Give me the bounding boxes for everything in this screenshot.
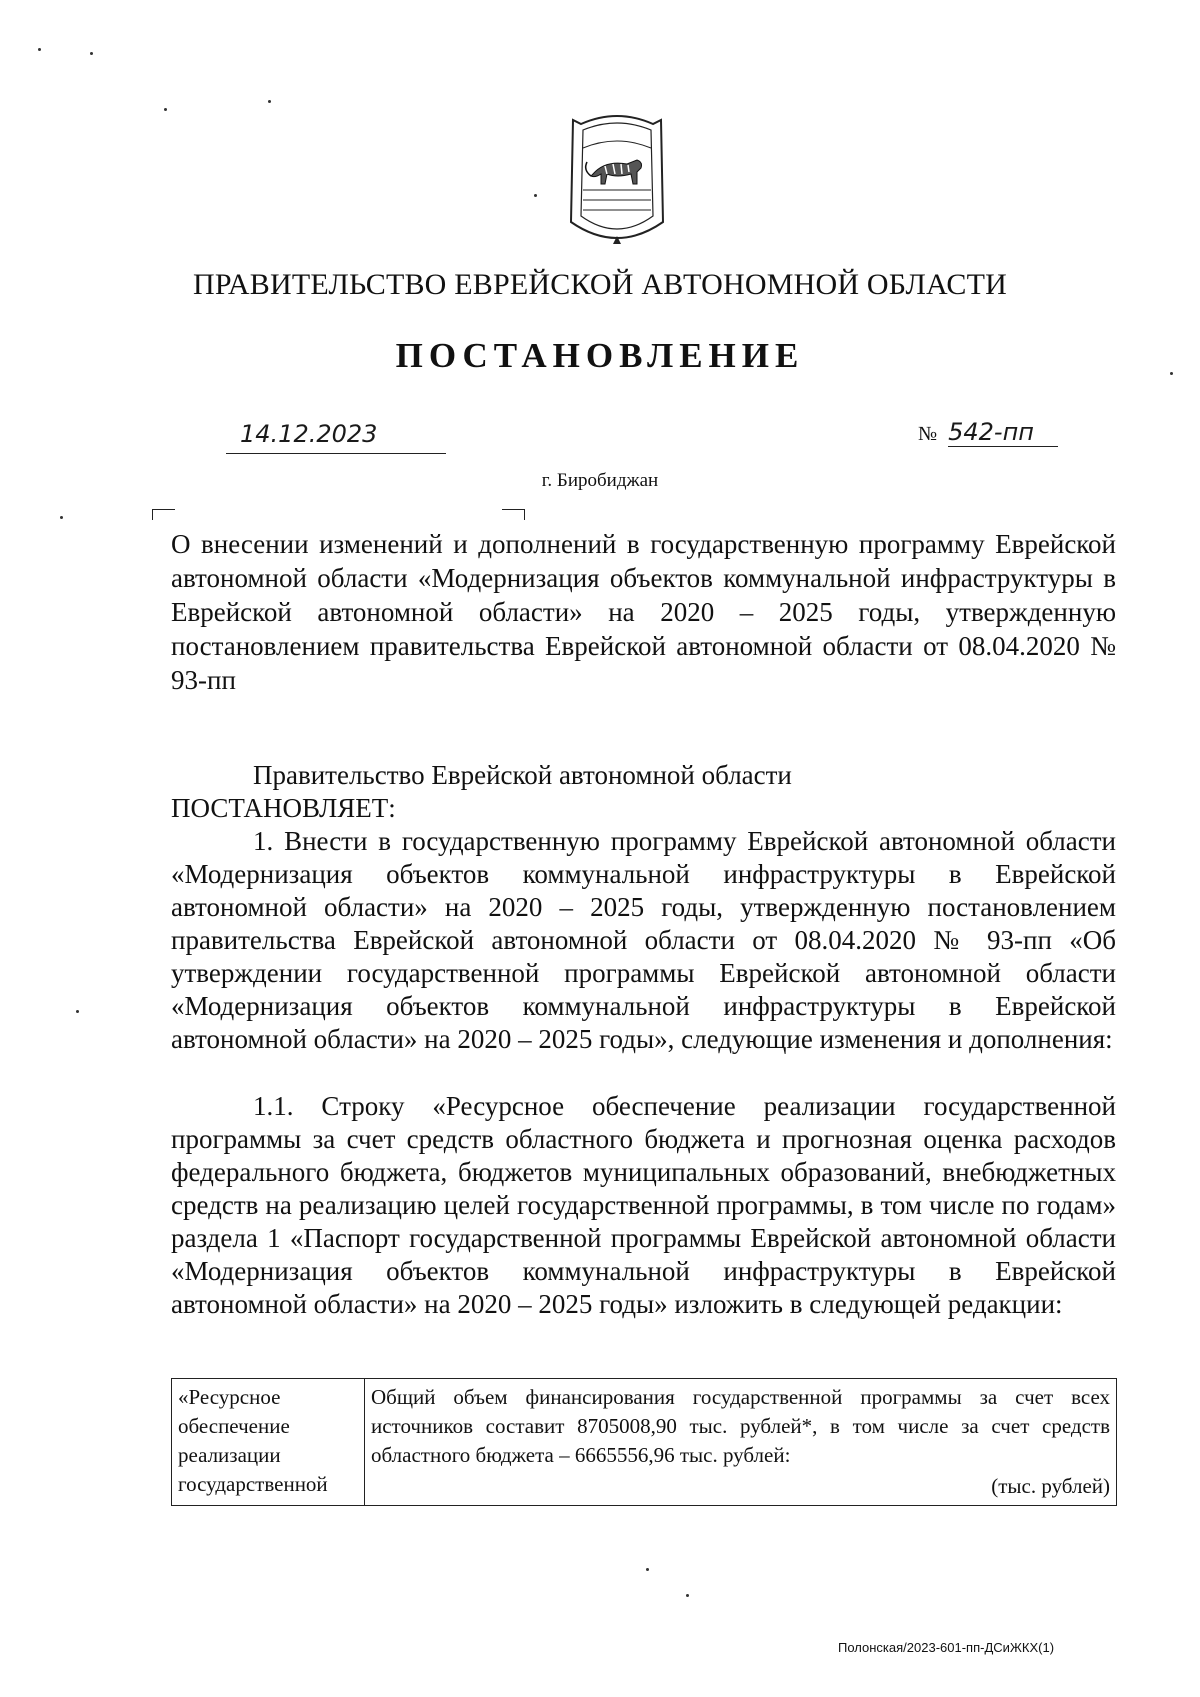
passport-table bbox=[171, 1378, 1117, 1506]
subject-bracket-right bbox=[502, 509, 525, 520]
coat-of-arms-icon bbox=[561, 104, 673, 254]
paragraph-1-1 bbox=[171, 1090, 1116, 1321]
scan-speck bbox=[534, 194, 537, 197]
scan-speck bbox=[38, 48, 41, 51]
scan-speck bbox=[60, 516, 63, 519]
document-date: 14.12.2023 bbox=[226, 420, 446, 454]
table-content-text: Общий объем финансирования государственной программы за счет всех источников составит 8705008,90 тыс. рублей*, в том числе за счет средств областного бюджета – 6665556,96 тыс. рублей: bbox=[371, 1385, 1110, 1467]
footer-file-ref: Полонская/2023-601-пп-ДСиЖКХ(1) bbox=[838, 1640, 1055, 1655]
document-subject: О внесении изменений и дополнений в государственную программу Еврейской автономной области «Модернизация объектов коммунальной инфраструктуры в Еврейской автономной области» на 2020 – 2025 годы, утвержденную постановлением правительства Еврейской автономной области от 08.04.2020 № 93-пп bbox=[171, 529, 1116, 695]
document-type-heading: ПОСТАНОВЛЕНИЕ bbox=[395, 336, 805, 375]
scan-speck bbox=[646, 1568, 649, 1571]
subject-bracket-left bbox=[152, 509, 175, 520]
scan-speck bbox=[268, 100, 271, 103]
paragraph-1-text: 1. Внести в государственную программу Еврейской автономной области «Модернизация объектов коммунальной инфраструктуры в Еврейской автономной области» на 2020 – 2025 годы, утвержденную постановлением правительства Еврейской автономной области от 08.04.2020 № 93-пп «Об утверждении государственной программы Еврейской автономной области «Модернизация объектов коммунальной инфраструктуры в Еврейской автономной области» на 2020 – 2025 годы», следующие изменения и дополнения: bbox=[171, 826, 1116, 1054]
document-number-block bbox=[918, 418, 1058, 447]
preamble bbox=[171, 759, 1116, 825]
paragraph-1 bbox=[171, 825, 1116, 1056]
government-title: ПРАВИТЕЛЬСТВО ЕВРЕЙСКОЙ АВТОНОМНОЙ ОБЛАСТИ bbox=[193, 268, 1007, 301]
preamble-issuer: Правительство Еврейской автономной области bbox=[253, 760, 792, 790]
table-unit: (тыс. рублей) bbox=[991, 1474, 1110, 1498]
scan-speck bbox=[90, 52, 93, 55]
scan-speck bbox=[164, 108, 167, 111]
paragraph-1-1-text: 1.1. Строку «Ресурсное обеспечение реализации государственной программы за счет средств областного бюджета и прогнозная оценка расходов федерального бюджета, бюджетов муниципальных образований, внебюджетных средств на реализацию целей государственной программы, в том числе по годам» раздела 1 «Паспорт государственной программы Еврейской автономной области «Модернизация объектов коммунальной инфраструктуры в Еврейской автономной области» на 2020 – 2025 годы» изложить в следующей редакции: bbox=[171, 1091, 1116, 1319]
scan-speck bbox=[76, 1010, 79, 1013]
scan-speck bbox=[1170, 372, 1173, 375]
table-row bbox=[172, 1379, 1117, 1506]
city-name: г. Биробиджан bbox=[541, 470, 659, 491]
document-number: 542-пп bbox=[948, 418, 1058, 447]
table-label-cell: «Ресурсное обеспечение реализации государственной bbox=[172, 1379, 365, 1506]
scan-speck bbox=[686, 1594, 689, 1597]
table-content-cell bbox=[365, 1379, 1117, 1506]
preamble-resolves: ПОСТАНОВЛЯЕТ: bbox=[171, 793, 396, 823]
number-sign: № bbox=[918, 423, 938, 445]
